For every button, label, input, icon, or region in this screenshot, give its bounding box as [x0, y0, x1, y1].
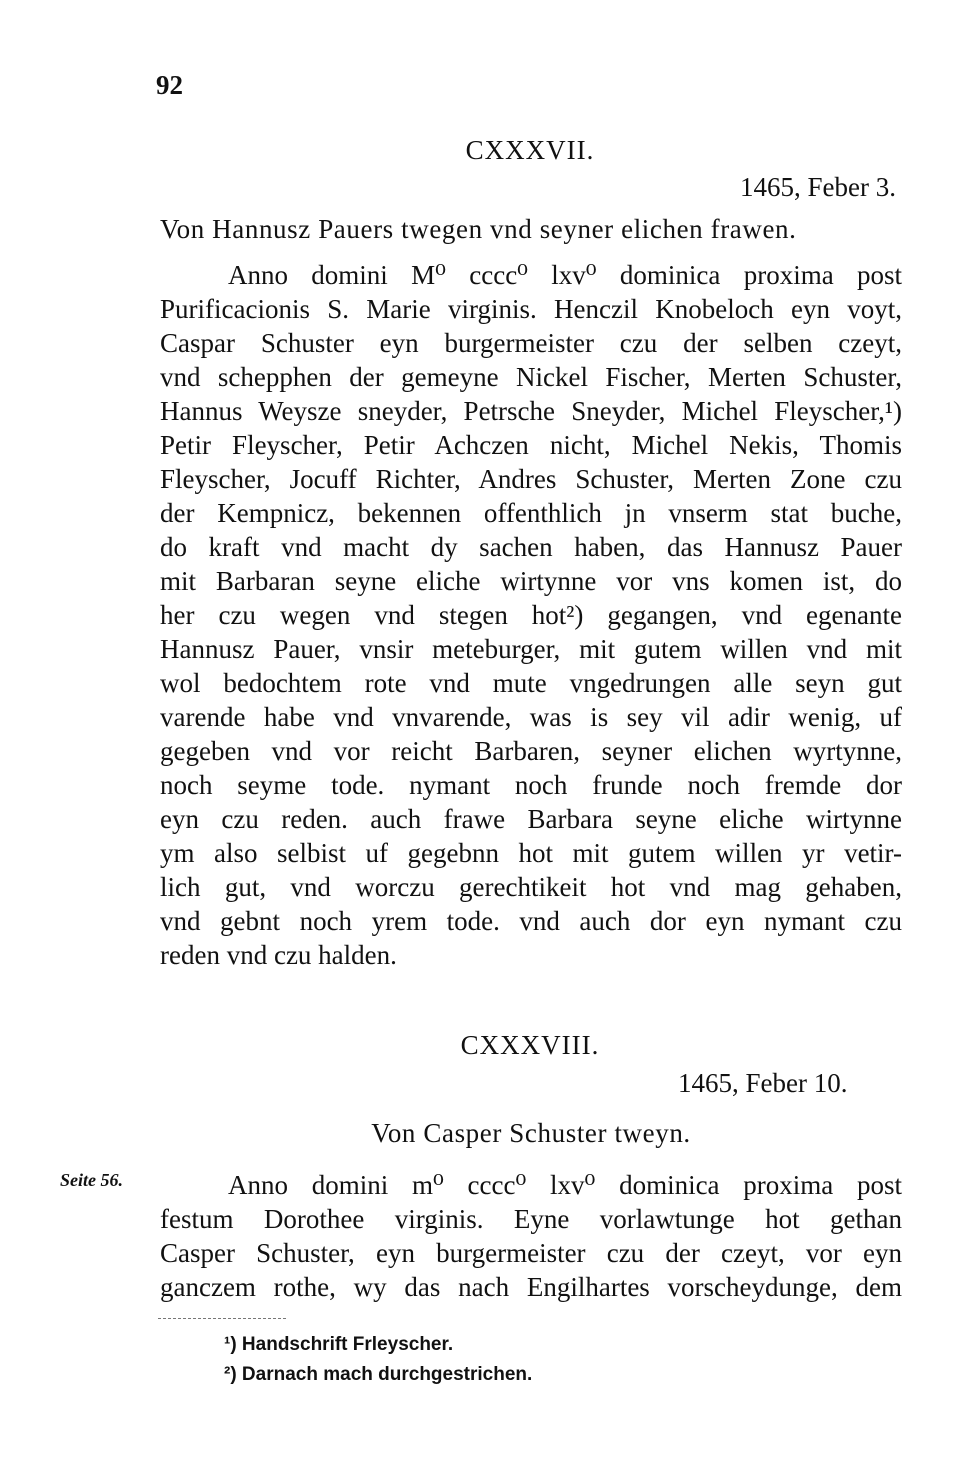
- text-line: der Kempnicz, bekennen offenthlich jn vnserm stat buche,: [160, 498, 902, 528]
- document-number-138: CXXXVIII.: [460, 1030, 600, 1060]
- text-line: Fleyscher, Jocuff Richter, Andres Schuster, Merten Zone czu: [160, 464, 902, 494]
- document-title-137: Von Hannusz Pauers twegen vnd seyner elichen frawen.: [160, 214, 797, 244]
- margin-page-reference: Seite 56.: [60, 1170, 123, 1190]
- text-line: Hannus Weysze sneyder, Petrsche Sneyder, Michel Fleyscher,¹): [160, 396, 902, 426]
- document-body-137: [160, 258, 902, 972]
- text-line: festum Dorothee virginis. Eyne vorlawtunge hot gethan: [160, 1204, 902, 1234]
- page-number: 92: [156, 70, 183, 100]
- document-body-138: [160, 1168, 902, 1304]
- text-line: gegeben vnd vor reicht Barbaren, seyner elichen wyrtynne,: [160, 736, 902, 766]
- text-line: reden vnd czu halden.: [160, 940, 397, 970]
- text-line: Anno domini M⁰ cccc⁰ lxv⁰ dominica proxima post: [228, 260, 902, 290]
- text-line: ganczem rothe, wy das nach Engilhartes vorscheydunge, dem: [160, 1272, 902, 1302]
- document-number-137: CXXXVII.: [465, 135, 595, 165]
- text-line: Casper Schuster, eyn burgermeister czu der czeyt, vor eyn: [160, 1238, 902, 1268]
- footnotes: [224, 1330, 532, 1390]
- text-line: Caspar Schuster eyn burgermeister czu der selben czeyt,: [160, 328, 902, 358]
- text-line: her czu wegen vnd stegen hot²) gegangen, vnd egenante: [160, 600, 902, 630]
- text-line: wol bedochtem rote vnd mute vngedrungen alle seyn gut: [160, 668, 902, 698]
- text-line: Petir Fleyscher, Petir Achczen nicht, Michel Nekis, Thomis: [160, 430, 902, 460]
- footnote-2: ²) Darnach mach durchgestrichen.: [224, 1364, 533, 1385]
- footnote-divider: [158, 1318, 286, 1319]
- text-line: vnd gebnt noch yrem tode. vnd auch dor eyn nymant czu: [160, 906, 902, 936]
- text-line: vnd schepphen der gemeyne Nickel Fischer, Merten Schuster,: [160, 362, 902, 392]
- text-line: noch seyme tode. nymant noch frunde noch fremde dor: [160, 770, 902, 800]
- text-line: varende habe vnd vnvarende, was is sey vil adir wenig, uf: [160, 702, 902, 732]
- document-date-137: 1465, Feber 3.: [740, 172, 896, 202]
- text-line: lich gut, vnd worczu gerechtikeit hot vnd mag gehaben,: [160, 872, 902, 902]
- text-line: do kraft vnd macht dy sachen haben, das Hannusz Pauer: [160, 532, 902, 562]
- text-line: ym also selbist uf gegebnn hot mit gutem willen yr vetir-: [160, 838, 902, 868]
- document-date-138: 1465, Feber 10.: [678, 1068, 848, 1098]
- text-line: mit Barbaran seyne eliche wirtynne vor vns komen ist, do: [160, 566, 902, 596]
- document-title-138: Von Casper Schuster tweyn.: [371, 1118, 691, 1148]
- footnote-1: ¹) Handschrift Frleyscher.: [224, 1334, 454, 1355]
- text-line: Purificacionis S. Marie virginis. Henczil Knobeloch eyn voyt,: [160, 294, 902, 324]
- text-line: Hannusz Pauer, vnsir meteburger, mit gutem willen vnd mit: [160, 634, 902, 664]
- text-line: eyn czu reden. auch frawe Barbara seyne eliche wirtynne: [160, 804, 902, 834]
- text-line: Anno domini m⁰ cccc⁰ lxv⁰ dominica proxima post: [228, 1170, 902, 1200]
